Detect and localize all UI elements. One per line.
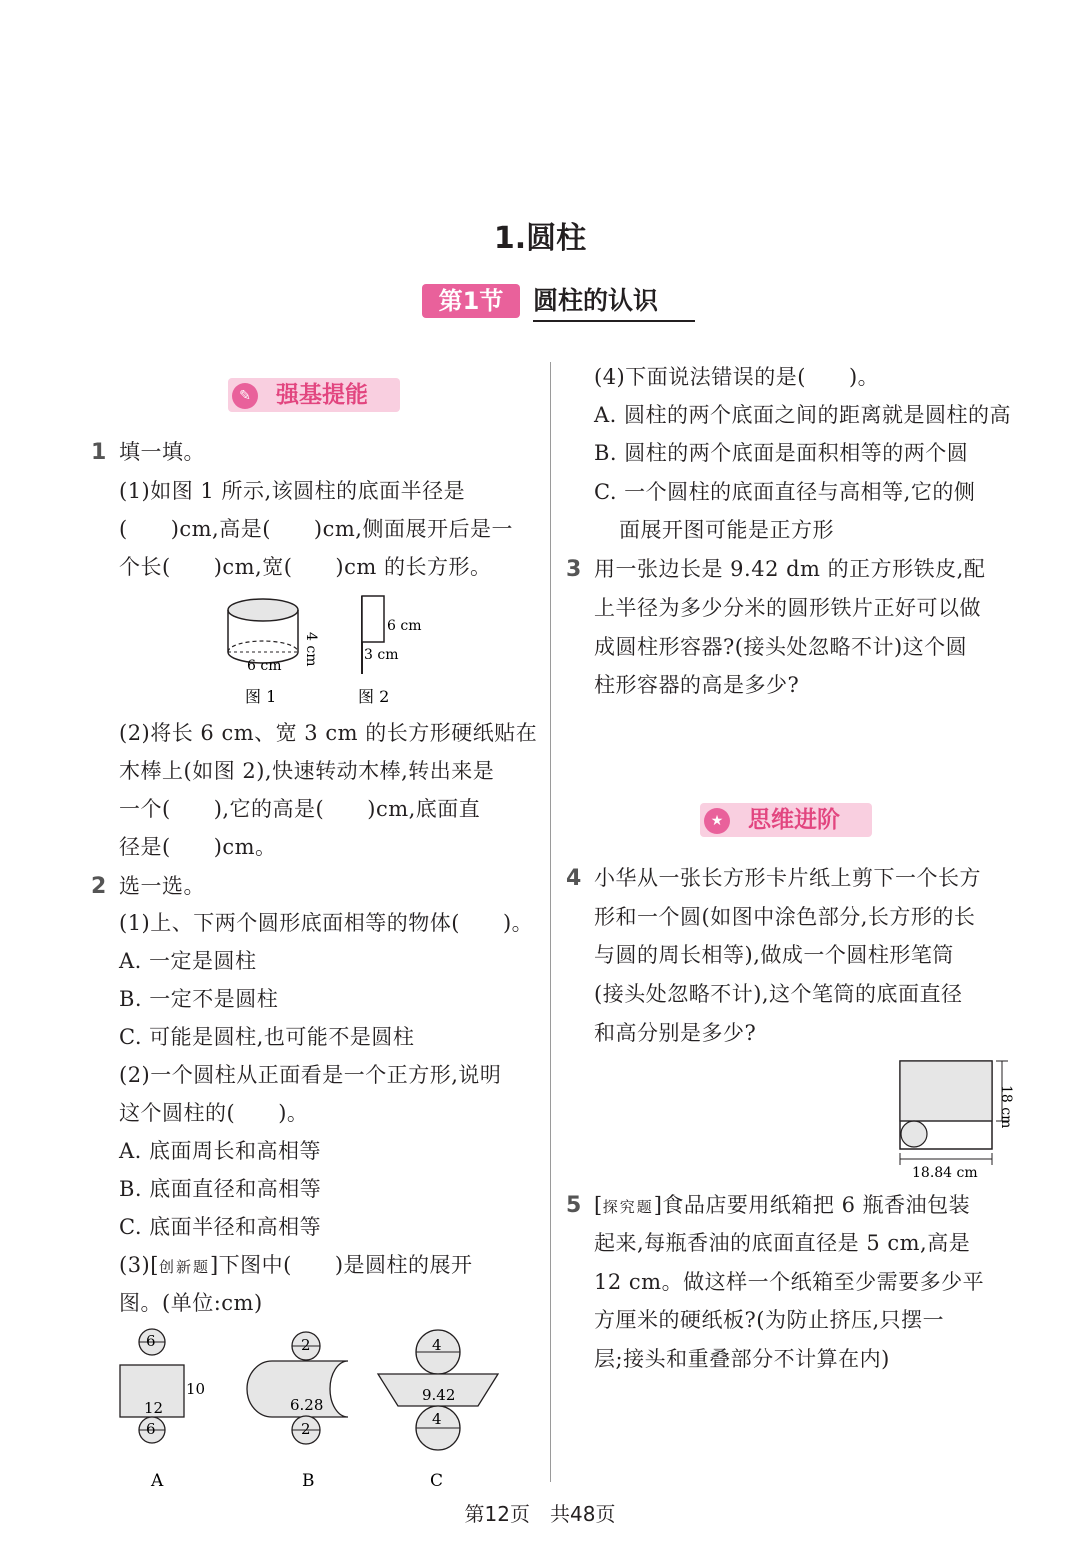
column-divider: [550, 362, 551, 1482]
net-c: [374, 1328, 504, 1493]
question-number: 4: [566, 866, 582, 891]
q1-text: (1)如图 1 所示,该圆柱的底面半径是: [119, 479, 466, 503]
q4-text: 形和一个圆(如图中涂色部分,长方形的长: [594, 905, 976, 929]
q4-text: 小华从一张长方形卡片纸上剪下一个长方: [594, 866, 981, 890]
q1-text: (2)将长 6 cm、宽 3 cm 的长方形硬纸贴在: [119, 721, 538, 745]
fig1-height-label: 4 cm: [303, 632, 319, 667]
q4-height-label: 18 cm: [998, 1085, 1014, 1129]
q5-text: [探究题]食品店要用纸箱把 6 瓶香油包装: [594, 1193, 971, 1217]
question-number: 5: [566, 1193, 582, 1218]
fig1-diameter-label: 6 cm: [247, 658, 282, 674]
option: A. 一定是圆柱: [119, 949, 257, 973]
q3-text: 柱形容器的高是多少?: [594, 673, 800, 697]
option: 面展开图可能是正方形: [619, 518, 834, 542]
q1-text: ( )cm,高是( )cm,侧面展开后是一: [119, 517, 513, 541]
net-b-bottom-label: 2: [301, 1420, 311, 1438]
option: C. 一个圆柱的底面直径与高相等,它的侧: [594, 480, 976, 504]
q3-text: 成圆柱形容器?(接头处忽略不计)这个圆: [594, 635, 968, 659]
figure-2-rectangle: [350, 592, 440, 707]
net-c-top-label: 4: [432, 1336, 442, 1354]
q2-sub3: 图。(单位:cm): [119, 1291, 263, 1315]
net-c-bottom-label: 4: [432, 1410, 442, 1428]
net-c-label: C: [430, 1471, 444, 1491]
basic-label: [228, 378, 400, 412]
page-footer: 第12页 共48页: [464, 1502, 616, 1526]
option: B. 圆柱的两个底面是面积相等的两个圆: [594, 441, 969, 465]
net-b-label: B: [302, 1471, 315, 1491]
basic-label-text: 强基提能: [276, 382, 368, 408]
q5-text: 起来,每瓶香油的底面直径是 5 cm,高是: [594, 1231, 971, 1255]
net-a-bottom-label: 6: [146, 1420, 156, 1438]
q1-text: 径是( )cm。: [119, 835, 277, 859]
net-a-height-label: 10: [186, 1380, 206, 1398]
q5-text: 12 cm。做这样一个纸箱至少需要多少平: [594, 1270, 985, 1294]
q2-sub3-prefix: (3): [119, 1253, 151, 1277]
option: C. 可能是圆柱,也可能不是圆柱: [119, 1025, 415, 1049]
q3-text: 用一张边长是 9.42 dm 的正方形铁皮,配: [594, 557, 986, 581]
q1-text: 木棒上(如图 2),快速转动木棒,转出来是: [119, 759, 495, 783]
q1-title: 填一填。: [119, 440, 205, 464]
advanced-label-text: 思维进阶: [748, 807, 840, 833]
option: A. 圆柱的两个底面之间的距离就是圆柱的高: [594, 403, 1012, 427]
q2-sub4: (4)下面说法错误的是( )。: [594, 365, 880, 389]
section-title: 圆柱的认识: [533, 284, 695, 322]
q2-sub3-text: 下图中( )是圆柱的展开: [218, 1253, 473, 1277]
chapter-title: 1.圆柱: [493, 221, 587, 256]
question-number: 1: [91, 440, 107, 465]
net-b-top-label: 2: [301, 1336, 311, 1354]
q1-text: 个长( )cm,宽( )cm 的长方形。: [119, 555, 492, 579]
fig2-width-label: 3 cm: [364, 647, 399, 663]
q4-text: (接头处忽略不计),这个笔筒的底面直径: [594, 982, 963, 1006]
option: B. 底面直径和高相等: [119, 1177, 322, 1201]
q4-text: 与圆的周长相等),做成一个圆柱形笔筒: [594, 943, 954, 967]
q4-figure: [890, 1055, 1020, 1185]
section-badge: 第1节: [422, 284, 520, 318]
q2-sub2: (2)一个圆柱从正面看是一个正方形,说明: [119, 1063, 502, 1087]
fig2-caption: 图 2: [358, 687, 390, 706]
figure-1-cylinder: [215, 592, 325, 707]
q2-sub3: (3)[创新题]下图中( )是圆柱的展开: [119, 1253, 473, 1277]
question-number: 2: [91, 874, 107, 899]
net-a: [108, 1328, 218, 1493]
net-b: [242, 1328, 357, 1493]
option: C. 底面半径和高相等: [119, 1215, 322, 1239]
medal-icon: ★: [704, 808, 730, 834]
advanced-label: [700, 803, 872, 837]
innovation-tag: 创新题: [158, 1258, 210, 1276]
explore-tag: 探究题: [602, 1198, 654, 1216]
q5-text: 层;接头和重叠部分不计算在内): [594, 1347, 890, 1371]
q1-text: 一个( ),它的高是( )cm,底面直: [119, 797, 481, 821]
net-a-top-label: 6: [146, 1332, 156, 1350]
net-c-width-label: 9.42: [422, 1386, 456, 1404]
q4-text: 和高分别是多少?: [594, 1021, 757, 1045]
option: A. 底面周长和高相等: [119, 1139, 322, 1163]
pencil-icon: ✎: [232, 383, 258, 409]
net-a-label: A: [151, 1471, 164, 1491]
q5-text: 方厘米的硬纸板?(为防止挤压,只摆一: [594, 1308, 945, 1332]
question-number: 3: [566, 557, 582, 582]
net-a-width-label: 12: [144, 1399, 164, 1417]
q2-sub1: (1)上、下两个圆形底面相等的物体( )。: [119, 911, 534, 935]
q3-text: 上半径为多少分米的圆形铁片正好可以做: [594, 596, 981, 620]
net-b-width-label: 6.28: [290, 1396, 324, 1414]
q4-width-label: 18.84 cm: [912, 1165, 978, 1181]
q2-sub2: 这个圆柱的( )。: [119, 1101, 309, 1125]
option: B. 一定不是圆柱: [119, 987, 279, 1011]
fig1-caption: 图 1: [245, 687, 277, 706]
q5-first-line: 食品店要用纸箱把 6 瓶香油包装: [662, 1193, 971, 1217]
fig2-length-label: 6 cm: [387, 618, 422, 634]
q2-title: 选一选。: [119, 874, 205, 898]
